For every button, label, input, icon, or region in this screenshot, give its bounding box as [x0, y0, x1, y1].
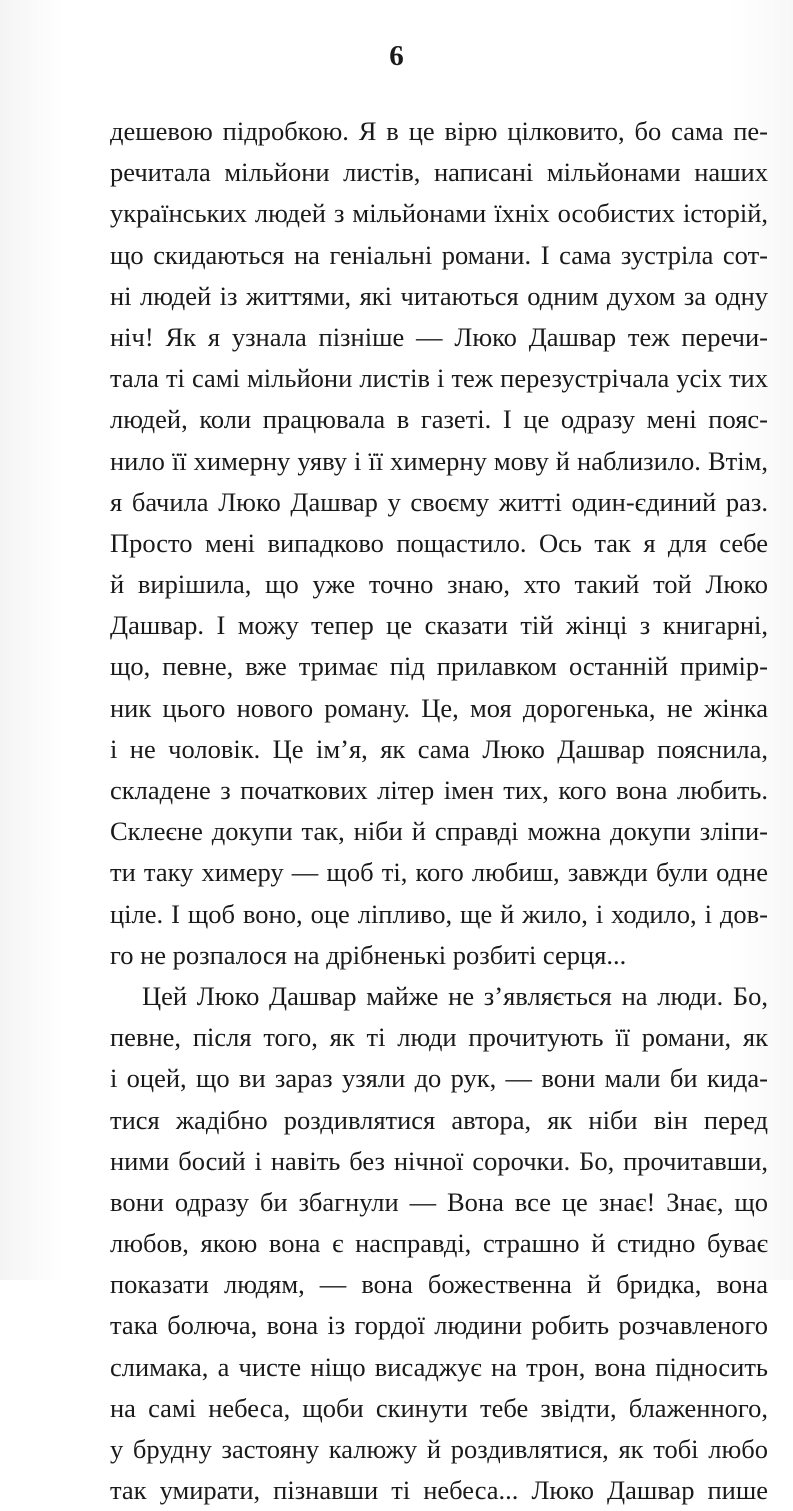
text-line: Дашвар. І можу тепер це сказати тій жінці з книгарні,: [110, 610, 768, 641]
text-line: така болюча, вона із гордої людини робить розчавленого: [110, 1310, 768, 1341]
text-line: вони одразу би збагнули — Вона все це знає! Знає, що: [110, 1186, 768, 1217]
text-line: так умирати, пізнавши ті небеса... Люко Дашвар пише: [110, 1475, 768, 1506]
text-line: показати людям, — вона божественна й бридка, вона: [110, 1269, 768, 1300]
text-line: слимака, а чисте ніщо висаджує на трон, вона підносить: [110, 1351, 768, 1382]
text-line: людей, коли працювала в газеті. І це одразу мені пояс-: [110, 404, 768, 435]
text-line: любов, якою вона є насправді, страшно й стидно буває: [110, 1228, 768, 1259]
text-line: нило її химерну уяву і її химерну мову й наблизило. Втім,: [110, 445, 768, 476]
text-line: ціле. І щоб воно, оце ліпливо, ще й жило, і ходило, і дов-: [110, 898, 768, 929]
text-line: що, певне, вже тримає під прилавком останній примір-: [110, 651, 768, 682]
text-line: і не чоловік. Це ім’я, як сама Люко Дашвар пояснила,: [110, 733, 768, 764]
page-number: 6: [389, 40, 404, 72]
text-line: і оцей, що ви зараз узяли до рук, — вони мали би кида-: [110, 1063, 768, 1094]
text-line: що скидаються на геніальні романи. І сама зустріла сот-: [110, 239, 768, 270]
text-line: дешевою підробкою. Я в це вірю цілковито, бо сама пе-: [110, 116, 768, 146]
body-text: [110, 111, 768, 1511]
text-line: Цей Люко Дашвар майже не з’являється на люди. Бо,: [142, 980, 768, 1011]
text-line: го не розпалося на дрібненькі розбиті серця...: [110, 939, 627, 970]
text-line: у брудну застояну калюжу й роздивлятися, як тобі любо: [110, 1434, 768, 1464]
text-line: й вирішила, що уже точно знаю, хто такий той Люко: [110, 569, 768, 600]
text-line: українських людей з мільйонами їхніх особистих історій,: [110, 198, 768, 229]
text-line: ніч! Як я узнала пізніше — Люко Дашвар теж перечи-: [110, 321, 768, 352]
text-line: Склеєне докупи так, ніби й справді можна докупи зліпи-: [110, 816, 768, 847]
text-line: складене з початкових літер імен тих, кого вона любить.: [110, 775, 768, 805]
text-line: я бачила Люко Дашвар у своєму житті один-єдиний раз.: [110, 486, 768, 517]
text-line: певне, після того, як ті люди прочитують її романи, як: [110, 1022, 768, 1053]
text-line: Просто мені випадково пощастило. Ось так я для себе: [110, 527, 768, 558]
text-line: на самі небеса, щоби скинути тебе звідти, блаженного,: [110, 1392, 768, 1423]
text-line: ними босий і навіть без нічної сорочки. Бо, прочитавши,: [110, 1145, 768, 1176]
text-line: тала ті самі мільйони листів і теж перезустрічала усіх тих: [110, 363, 768, 394]
text-line: ні людей із життями, які читаються одним духом за одну: [110, 280, 768, 311]
text-line: ти таку химеру — щоб ті, кого любиш, завжди були одне: [110, 857, 768, 888]
text-line: ник цього нового роману. Це, моя дорогенька, не жінка: [110, 692, 768, 723]
text-line: речитала мільйони листів, написані мільйонами наших: [110, 157, 768, 188]
text-line: тися жадібно роздивлятися автора, як ніби він перед: [110, 1104, 768, 1135]
